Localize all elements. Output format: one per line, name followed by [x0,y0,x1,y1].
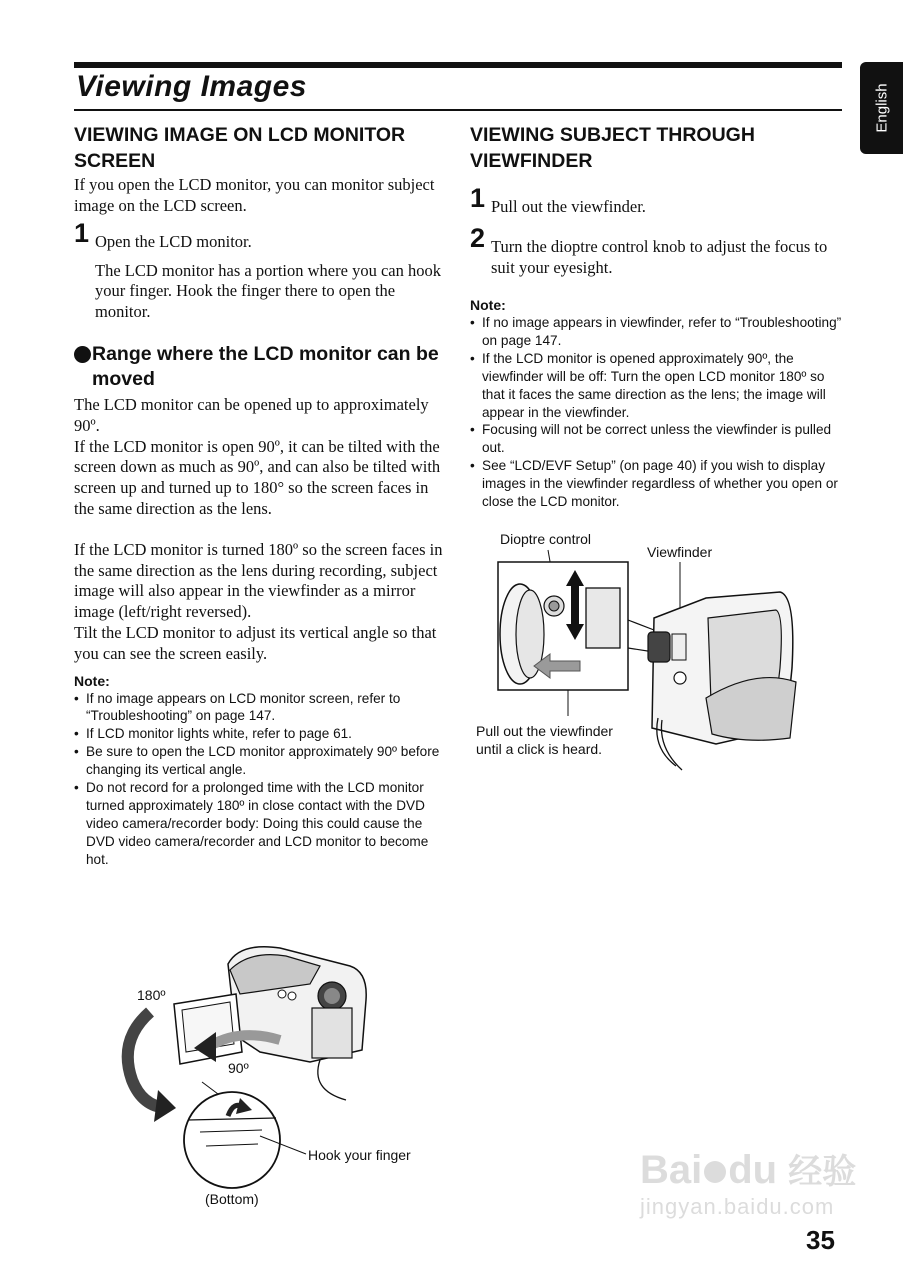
range-para-2: If the LCD monitor is open 90º, it can be tilted with the screen down as much as 90º, and can also be tilted with screen up and turned up to 180° so the screen faces in the same direction as the lens. [74,436,441,518]
note-list-left [74,690,446,869]
range-heading: Range where the LCD monitor can be moved [92,342,439,390]
label-pull-out-line2: until a click is heard. [476,741,603,757]
step-text: Turn the dioptre control knob to adjust the focus to suit your eyesight. [491,237,828,277]
lcd-step-1 [74,217,446,252]
bullet-dot [74,346,91,363]
lcd-intro: If you open the LCD monitor, you can monitor subject image on the LCD screen. [74,175,435,215]
note-heading: Note: [74,672,110,689]
watermark-url: jingyan.baidu.com [640,1194,835,1219]
label-viewfinder: Viewfinder [647,544,713,560]
page-title: Viewing Images [76,70,307,103]
header-rule-thick [74,62,842,68]
header-rule-thin [74,109,842,111]
step-text: Open the LCD monitor. [95,231,252,251]
note-item: • Be sure to open the LCD monitor approximately 90º before changing its vertical angle. [74,743,446,779]
step-number: 2 [470,223,486,253]
note-item: • Focusing will not be correct unless the viewfinder is pulled out. [470,421,842,457]
vf-step-1 [470,183,842,217]
note-heading: Note: [470,297,506,313]
watermark-brand-2: du [728,1148,778,1192]
section-heading-viewfinder: VIEWING SUBJECT THROUGH VIEWFINDER [470,124,755,172]
watermark-cn: 经验 [788,1153,857,1191]
language-tab-label: English [873,83,890,133]
left-column [74,122,446,869]
note-item: • Do not record for a prolonged time with the LCD monitor turned approximately 180º in close contact with the DVD video camera/recorder body: Doing this could cause the DVD video camera/recorder and LCD monitor to become hot. [74,779,446,869]
baidu-watermark [640,1148,856,1220]
section-heading-lcd: VIEWING IMAGE ON LCD MONITOR SCREEN [74,124,406,172]
language-tab [860,62,903,154]
right-column [470,122,842,511]
label-pull-out-line1: Pull out the viewfinder [476,723,613,739]
range-para-4: Tilt the LCD monitor to adjust its vertical angle so that you can see the screen easily. [74,622,437,663]
note-list-right [470,314,842,511]
paw-icon [704,1161,726,1183]
step-number: 1 [74,217,90,248]
label-dioptre-control: Dioptre control [500,531,592,547]
lcd-step-1-detail: The LCD monitor has a portion where you can hook your finger. Hook the finger there to open the monitor. [95,260,441,322]
note-item: • See “LCD/EVF Setup” (on page 40) if you wish to display images in the viewfinder regardless of whether you open or close the LCD monitor. [470,457,842,511]
note-item: • If no image appears in viewfinder, refer to “Troubleshooting” on page 147. [470,314,842,350]
label-bottom: (Bottom) [205,1191,259,1207]
range-para-1: The LCD monitor can be opened up to approximately 90º. [74,394,429,435]
label-90-degrees: 90º [228,1060,249,1076]
vf-step-2 [470,223,842,278]
step-text: Pull out the viewfinder. [491,197,646,216]
range-para-3: If the LCD monitor is turned 180º so the screen faces in the same direction as the lens during recording, subject image will also appear in the viewfinder as a mirror image (left/right reversed). [74,539,443,622]
page-number: 35 [806,1225,835,1255]
label-180-degrees: 180º [137,987,166,1003]
note-item: • If the LCD monitor is opened approximately 90º, the viewfinder will be off: Turn the open LCD monitor 180º so that it faces the same direction as the lens; the image will appear in the viewfinder. [470,350,842,422]
step-number: 1 [470,183,486,213]
watermark-brand: Bai [640,1148,703,1192]
note-item: • If LCD monitor lights white, refer to page 61. [74,725,446,743]
range-heading-block [74,342,446,392]
note-item: • If no image appears on LCD monitor screen, refer to “Troubleshooting” on page 147. [74,690,446,726]
label-hook-your-finger: Hook your finger [308,1147,411,1163]
